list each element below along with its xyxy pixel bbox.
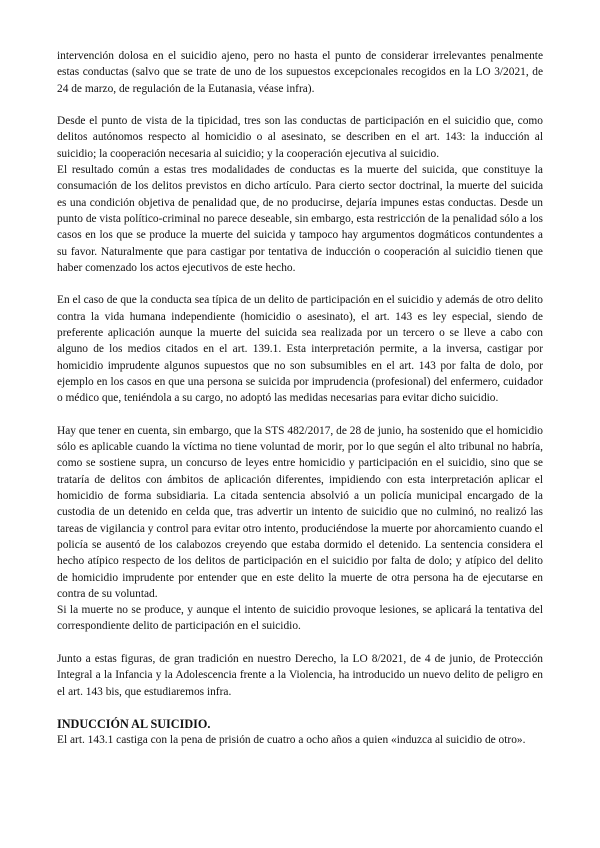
section-heading: INDUCCIÓN AL SUICIDIO. bbox=[57, 717, 211, 732]
paragraph-attempt: Si la muerte no se produce, y aunque el intento de suicidio provoque lesiones, se aplicará la tentativa del correspondiente delito de participación en el suicidio. bbox=[57, 604, 543, 633]
paragraph-art-143-1: El art. 143.1 castiga con la pena de prisión de cuatro a ocho años a quien «induzca al suicidio de otro». bbox=[57, 734, 526, 747]
paragraph-sts-482-2017: Hay que tener en cuenta, sin embargo, que la STS 482/2017, de 28 de junio, ha sostenido que el homicidio sólo es aplicable cuando la víctima no tiene voluntad de morir, por lo que según el alto tribunal no habría, como se sostiene supra, un concurso de leyes entre homicidio y participación en el suicidio, sino que se trataría de delitos con ámbitos de aplicación diferentes, impidiendo con esta interpretación aplicar el homicidio de forma subsidiaria. La citada sentencia absolvió a un policía municipal encargado de la custodia de un detenido en celda que, tras advertir un intento de suicidio que no culminó, no realizó las tareas de vigilancia y control para evitar otro intento, produciéndose la muerte por ahorcamiento cuando el policía se ausentó de los calabozos creyendo que estaba dormido el detenido. La sentencia considera el hecho atípico respecto de los delitos de participación en el suicidio por falta de dolo; y atípico del delito de homicidio imprudente por entender que en este delito la muerte de otra persona ha de ejecutarse en contra de su voluntad. bbox=[57, 424, 543, 600]
paragraph-special-law: En el caso de que la conducta sea típica de un delito de participación en el suicidio y además de otro delito contra la vida humana independiente (homicidio o asesinato), el art. 143 es ley especial, siendo de preferente aplicación aunque la muerte del suicida sea realizada por un tercero o se lleve a cabo con alguno de los medios citados en el art. 139.1. Esta interpretación permite, a la inversa, castigar por homicidio imprudente algunos supuestos que no son subsumibles en el art. 143 por falta de dolo, por ejemplo en los casos en que una persona se suicida por imprudencia (profesional) del enfermero, cuidador o médico que, teniéndola a su cargo, no adoptó las medidas necesarias para evitar dicho suicidio. bbox=[57, 294, 543, 405]
paragraph-intro-continuation: intervención dolosa en el suicidio ajeno, pero no hasta el punto de considerar irrelevantes penalmente estas conductas (salvo que se trate de uno de los supuestos excepcionales recogidos en la LO 3/2021, de 24 de marzo, de regulación de la Eutanasia, véase infra). bbox=[57, 50, 543, 95]
paragraph-lo-8-2021: Junto a estas figuras, de gran tradición en nuestro Derecho, la LO 8/2021, de 4 de junio, de Protección Integral a la Infancia y la Adolescencia frente a la Violencia, ha introducido un nuevo delito de peligro en el art. 143 bis, que estudiaremos infra. bbox=[57, 652, 543, 698]
document-page bbox=[57, 48, 543, 749]
paragraph-common-result: El resultado común a estas tres modalidades de conductas es la muerte del suicida, que constituye la consumación de los delitos previstos en dicho artículo. Para cierto sector doctrinal, la muerte del suicida es una condición objetiva de penalidad que, de no producirse, dejaría impunes estas conductas. Desde un punto de vista político-criminal no parece deseable, sin embargo, esta restricción de la penalidad sólo a los casos en los que se produce la muerte del suicida y tampoco hay argumentos dogmáticos contundentes a su favor. Naturalmente que para castigar por tentativa de inducción o cooperación al suicidio tienen que haber comenzado los actos ejecutivos de este hecho. bbox=[57, 164, 543, 274]
paragraph-typicity: Desde el punto de vista de la tipicidad, tres son las conductas de participación en el suicidio que, como delitos autónomos respecto al homicidio o al asesinato, se describen en el art. 143: la inducción al suicidio; la cooperación necesaria al suicidio; y la cooperación ejecutiva al suicidio. bbox=[57, 115, 543, 160]
